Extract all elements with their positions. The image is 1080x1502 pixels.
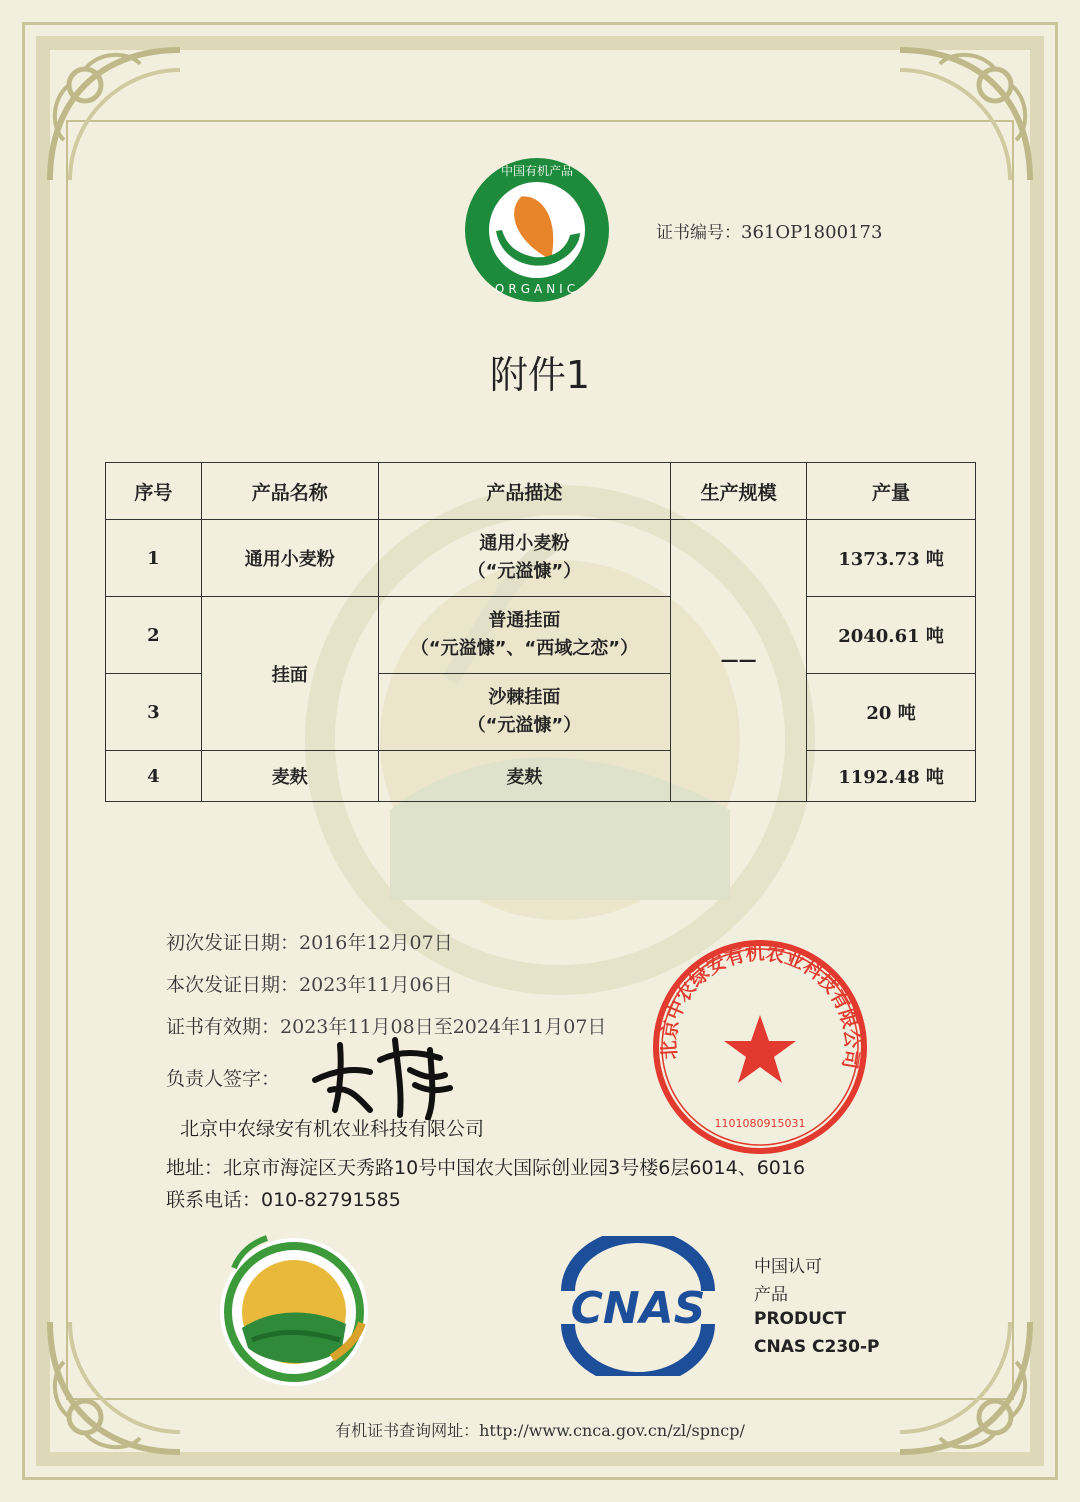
corner-ornament-icon <box>890 40 1040 190</box>
footer-label: 有机证书查询网址： <box>335 1421 480 1440</box>
product-table <box>105 462 976 802</box>
row-scale: —— <box>671 520 807 802</box>
footer <box>0 1418 1080 1441</box>
header-desc: 产品描述 <box>378 463 671 520</box>
cnas-line4: CNAS C230-P <box>754 1337 880 1357</box>
signature-label: 负责人签字： <box>166 1068 281 1090</box>
row-name: 挂面 <box>201 597 378 751</box>
table-row <box>106 597 976 674</box>
row-desc-line1: 通用小麦粉 <box>479 533 570 554</box>
table-row <box>106 751 976 802</box>
row-desc-line2: （“元溢慷”、“西域之恋”） <box>410 638 639 659</box>
header-no: 序号 <box>106 463 202 520</box>
row-desc <box>378 674 671 751</box>
row-name: 通用小麦粉 <box>201 520 378 597</box>
logo-ring-text: 中国有机产品 <box>500 164 574 178</box>
company-seal <box>648 935 873 1160</box>
seal-number: 1101080915031 <box>714 1117 806 1130</box>
first-issue-label: 初次发证日期： <box>166 932 300 954</box>
row-desc <box>378 597 671 674</box>
row-output: 2040.61 吨 <box>807 597 976 674</box>
first-issue-date <box>166 928 453 955</box>
cnas-logo <box>548 1236 728 1376</box>
logo-ring-text-en: ORGANIC <box>494 282 580 296</box>
current-issue-label: 本次发证日期： <box>166 974 300 996</box>
validity-label: 证书有效期： <box>166 1016 281 1038</box>
first-issue-value: 2016年12月07日 <box>299 932 453 954</box>
row-output: 1373.73 吨 <box>807 520 976 597</box>
cnas-logo-text: CNAS <box>570 1283 706 1334</box>
certificate-number-value: 361OP1800173 <box>741 222 883 243</box>
row-no: 4 <box>106 751 202 802</box>
current-issue-date <box>166 970 453 997</box>
corner-ornament-icon <box>40 40 190 190</box>
cnas-line1: 中国认可 <box>754 1257 822 1277</box>
row-desc <box>378 520 671 597</box>
current-issue-value: 2023年11月06日 <box>299 974 453 996</box>
handwritten-signature <box>310 1030 460 1120</box>
row-desc-line2: （“元溢慷”） <box>467 715 582 736</box>
table-row <box>106 520 976 597</box>
row-no: 1 <box>106 520 202 597</box>
cnas-line3: PRODUCT <box>754 1309 846 1329</box>
green-field-logo <box>212 1228 377 1393</box>
page-title: 附件1 <box>489 353 591 397</box>
row-no: 3 <box>106 674 202 751</box>
phone: 联系电话：010-82791585 <box>166 1189 401 1211</box>
company-name: 北京中农绿安有机农业科技有限公司 <box>180 1118 485 1140</box>
validity-value: 2023年11月08日至2024年11月07日 <box>280 1016 607 1038</box>
row-output: 20 吨 <box>807 674 976 751</box>
row-desc-line2: （“元溢慷”） <box>467 561 582 582</box>
footer-url[interactable]: http://www.cnca.gov.cn/zl/spncp/ <box>479 1421 745 1440</box>
seal-ring-text: 北京中农绿安有机农业科技有限公司 <box>658 942 863 1071</box>
row-no: 2 <box>106 597 202 674</box>
row-desc-line1: 普通挂面 <box>488 610 561 631</box>
header-output: 产量 <box>807 463 976 520</box>
cnas-line2: 产品 <box>754 1285 788 1305</box>
certificate-number <box>656 218 882 243</box>
china-organic-product-logo <box>462 155 612 305</box>
row-output: 1192.48 吨 <box>807 751 976 802</box>
row-desc: 麦麸 <box>378 751 671 802</box>
address: 地址：北京市海淀区天秀路10号中国农大国际创业园3号楼6层6014、6016 <box>166 1157 806 1179</box>
row-desc-line1: 沙棘挂面 <box>488 687 561 708</box>
header-scale: 生产规模 <box>671 463 807 520</box>
header-name: 产品名称 <box>201 463 378 520</box>
row-name: 麦麸 <box>201 751 378 802</box>
certificate-number-label: 证书编号： <box>656 223 741 243</box>
table-header-row <box>106 463 976 520</box>
